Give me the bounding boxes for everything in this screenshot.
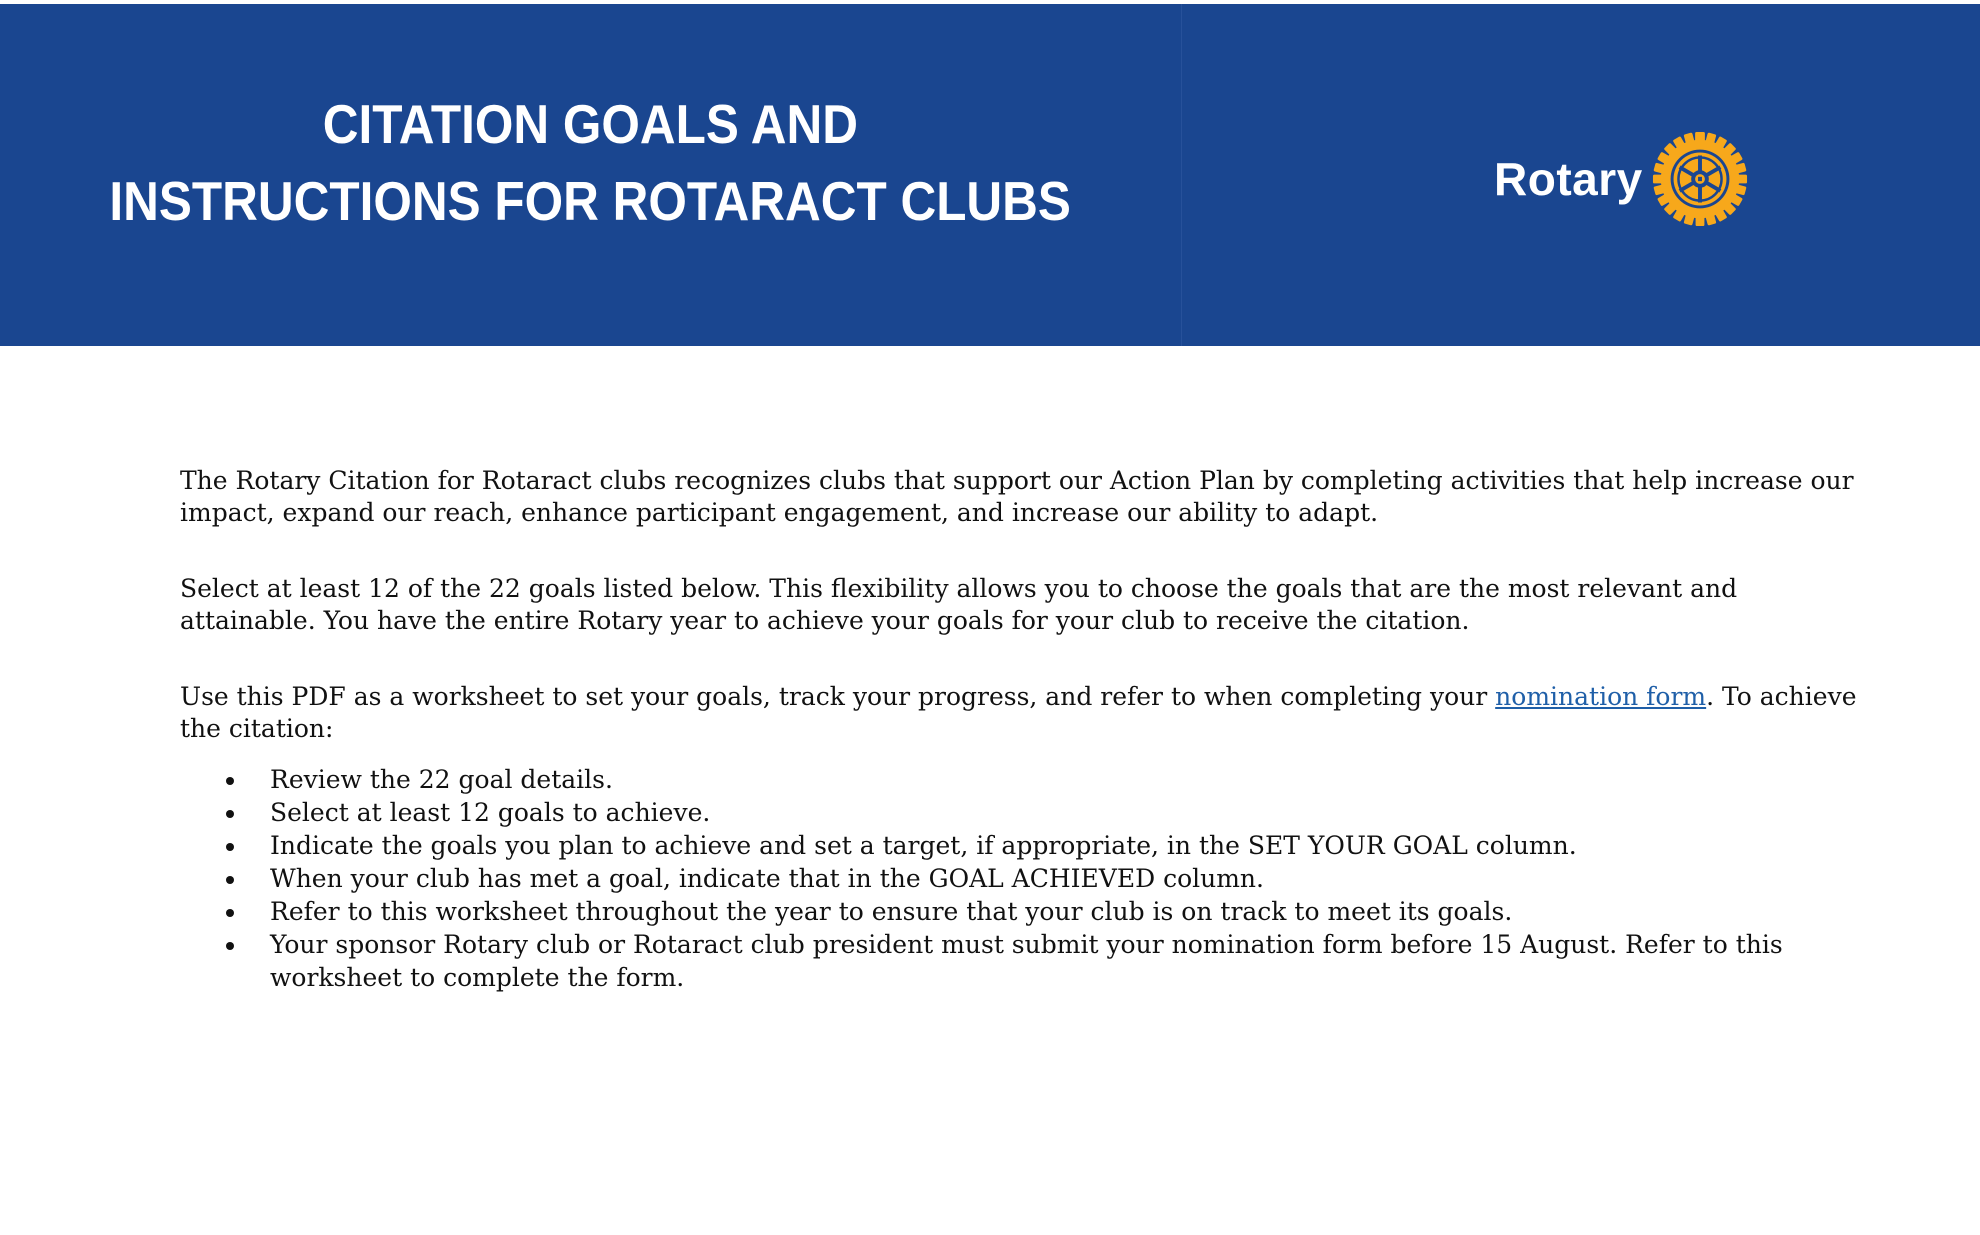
bullet-icon (226, 942, 234, 950)
title-line-2: INSTRUCTIONS FOR ROTARACT CLUBS (109, 170, 1072, 232)
list-item-text: Refer to this worksheet throughout the year to ensure that your club is on track to meet its goals. (270, 897, 1513, 926)
rotary-logo-text: Rotary (1494, 153, 1643, 205)
list-item (180, 862, 1880, 895)
worksheet-text-before: Use this PDF as a worksheet to set your goals, track your progress, and refer to when completing your (180, 682, 1496, 711)
rotary-logo (1494, 130, 1749, 228)
header-title-panel (0, 4, 1182, 346)
list-item-text: Your sponsor Rotary club or Rotaract club president must submit your nomination form before 15 August. Refer to this worksheet to complete the form. (270, 930, 1783, 992)
intro-paragraph: The Rotary Citation for Rotaract clubs recognizes clubs that support our Action Plan by completing activities that help increase our impact, expand our reach, enhance participant engagement, and increase our ability to adapt. (180, 466, 1854, 527)
title-line-1: CITATION GOALS AND (322, 93, 859, 155)
rotary-wheel-icon (1651, 130, 1749, 228)
bullet-icon (226, 810, 234, 818)
selection-paragraph: Select at least 12 of the 22 goals listed below. This flexibility allows you to choose the goals that are the most relevant and attainable. You have the entire Rotary year to achieve your goals for your club to receive the citation. (180, 574, 1738, 635)
bullet-icon (226, 843, 234, 851)
nomination-form-link[interactable]: nomination form (1495, 682, 1707, 711)
worksheet-paragraph (180, 681, 1880, 745)
bullet-icon (226, 876, 234, 884)
list-item (180, 796, 1880, 829)
list-item (180, 763, 1880, 796)
worksheet-text-after: . To achieve the citation: (180, 682, 1857, 743)
bullet-icon (226, 777, 234, 785)
list-item-text: Review the 22 goal details. (270, 765, 613, 794)
list-item (180, 928, 1880, 994)
list-item-text: Indicate the goals you plan to achieve and set a target, if appropriate, in the SET YOUR GOAL column. (270, 831, 1577, 860)
instruction-list (180, 763, 1880, 994)
header-logo-panel (1182, 4, 1980, 346)
list-item-text: When your club has met a goal, indicate that in the GOAL ACHIEVED column. (270, 864, 1264, 893)
header-band (0, 4, 1980, 346)
main-content (180, 465, 1880, 994)
list-item-text: Select at least 12 goals to achieve. (270, 798, 711, 827)
list-item (180, 895, 1880, 928)
list-item (180, 829, 1880, 862)
bullet-icon (226, 909, 234, 917)
